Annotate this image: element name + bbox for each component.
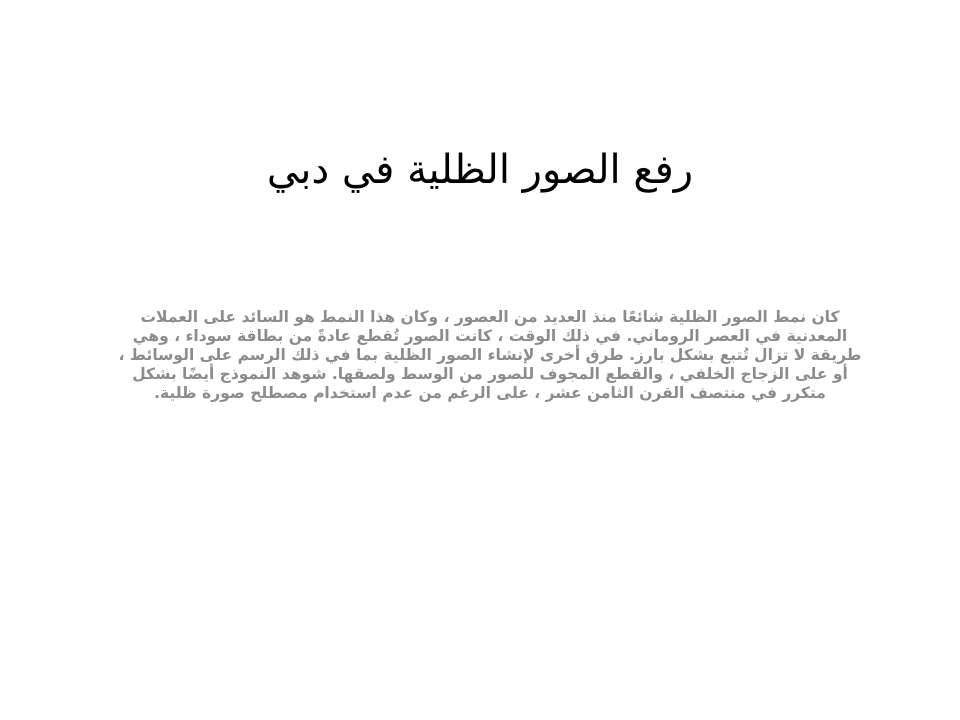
slide-body-text: كان نمط الصور الظلية شائعًا منذ العديد من العصور ، وكان هذا النمط هو السائد على العملات المعدنية في العصر الروماني. في ذلك الوقت ، كانت الصور تُقطع عادةً من بطاقة سوداء ، وهي طريقة لا تزال تُتبع بشكل بارز. طرق أخرى لإنشاء الصور الظلية بما في ذلك الرسم على الوسائط ، أو على الزجاج الخلفي ، والقطع المجوف للصور من الوسط ولصقها. شوهد النموذج أيضًا بشكل متكرر في منتصف القرن الثامن عشر ، على الرغم من عدم استخدام مصطلح صورة ظلية. xyxy=(118,308,862,402)
slide-title: رفع الصور الظلية في دبي xyxy=(266,147,694,193)
